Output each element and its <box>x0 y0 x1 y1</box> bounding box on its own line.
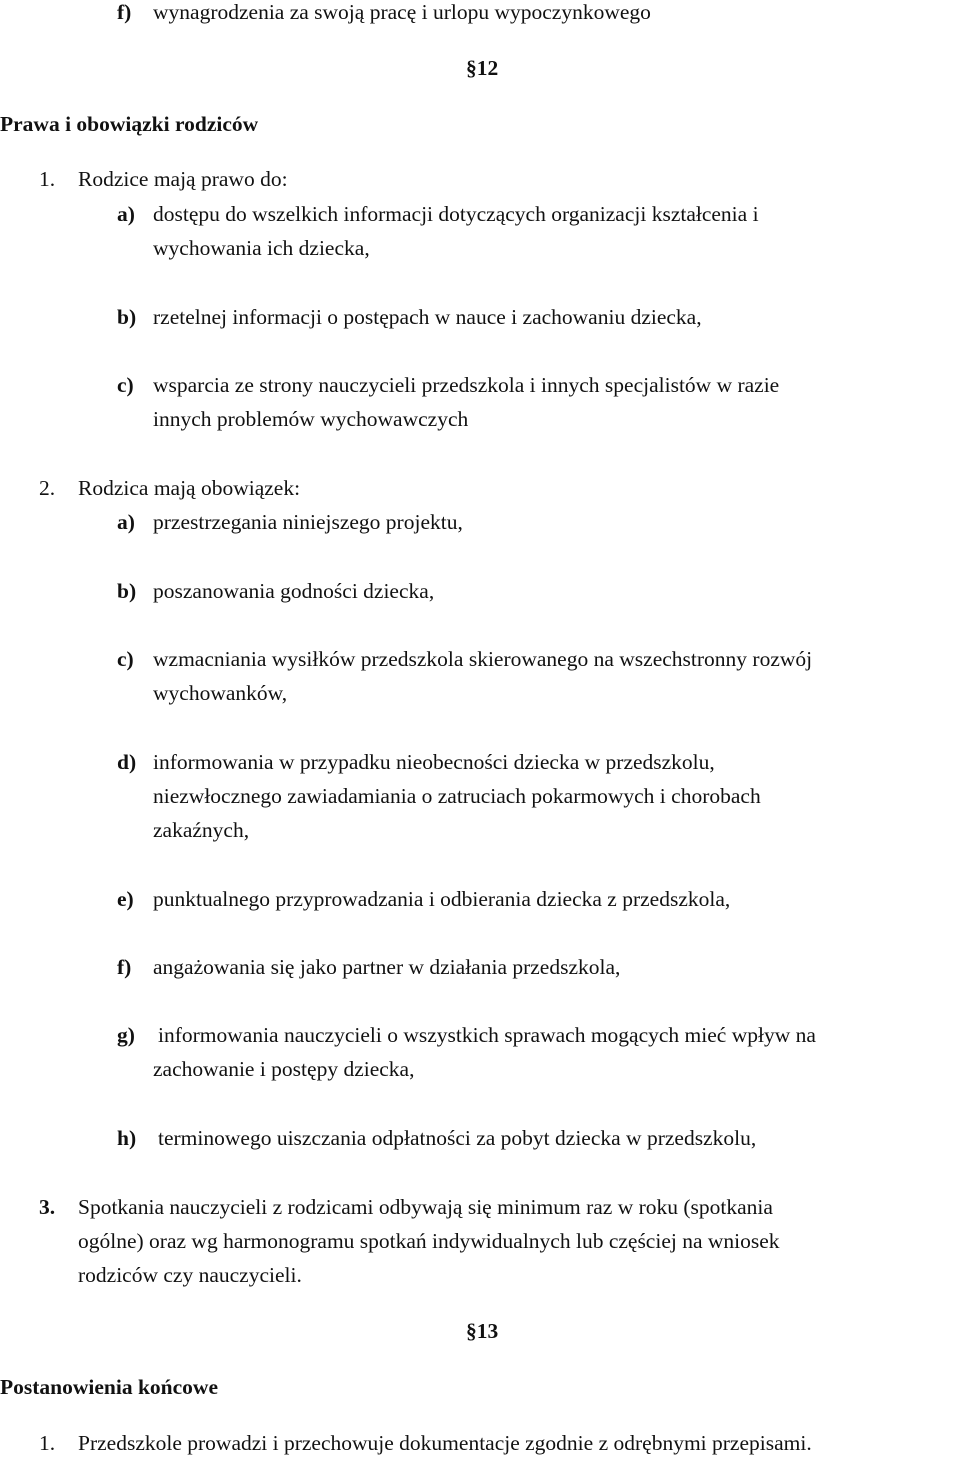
list-item-text: wzmacniania wysiłków przedszkola skierowanego na wszechstronny rozwój <box>153 647 813 671</box>
list-marker: d) <box>117 750 137 774</box>
list-marker: c) <box>117 373 134 397</box>
paragraph-number: 1. <box>39 1431 56 1455</box>
list-item-text: wychowanków, <box>153 681 288 705</box>
list-item-text: punktualnego przyprowadzania i odbierania dziecka z przedszkola, <box>153 887 731 911</box>
list-item-text: informowania nauczycieli o wszystkich sprawach mogących mieć wpływ na <box>158 1023 816 1047</box>
list-item-text: wynagrodzenia za swoją pracę i urlopu wypoczynkowego <box>153 0 651 24</box>
list-item-text: rzetelnej informacji o postępach w nauce i zachowaniu dziecka, <box>153 305 702 329</box>
section-number: §13 <box>466 1319 499 1343</box>
list-item-text: wsparcia ze strony nauczycieli przedszkola i innych specjalistów w razie <box>153 373 780 397</box>
list-item-text: wychowania ich dziecka, <box>153 236 370 260</box>
list-marker: h) <box>117 1126 137 1150</box>
list-marker: a) <box>117 510 135 534</box>
list-marker: g) <box>117 1023 135 1047</box>
list-marker: a) <box>117 202 135 226</box>
paragraph-text: Spotkania nauczycieli z rodzicami odbywają się minimum raz w roku (spotkania <box>78 1195 773 1219</box>
list-marker: e) <box>117 887 134 911</box>
paragraph-text: Rodzice mają prawo do: <box>78 167 288 191</box>
list-marker: b) <box>117 305 137 329</box>
list-item-text: przestrzegania niniejszego projektu, <box>153 510 463 534</box>
list-marker: b) <box>117 579 137 603</box>
list-item-text: zakaźnych, <box>153 818 250 842</box>
list-item-text: innych problemów wychowawczych <box>153 407 469 431</box>
list-item-text: informowania w przypadku nieobecności dziecka w przedszkolu, <box>153 750 715 774</box>
paragraph-text: rodziców czy nauczycieli. <box>78 1263 302 1287</box>
list-item-text: terminowego uiszczania odpłatności za pobyt dziecka w przedszkolu, <box>158 1126 757 1150</box>
section-heading: Prawa i obowiązki rodziców <box>0 112 259 136</box>
list-item-text: dostępu do wszelkich informacji dotyczących organizacji kształcenia i <box>153 202 759 226</box>
list-item-text: poszanowania godności dziecka, <box>153 579 435 603</box>
list-item-text: angażowania się jako partner w działania przedszkola, <box>153 955 621 979</box>
list-item-text: zachowanie i postępy dziecka, <box>153 1057 415 1081</box>
paragraph-number: 1. <box>39 167 56 191</box>
paragraph-number: 2. <box>39 476 56 500</box>
paragraph-number: 3. <box>39 1195 56 1219</box>
list-marker: f) <box>117 0 132 24</box>
list-marker: c) <box>117 647 134 671</box>
section-heading: Postanowienia końcowe <box>0 1375 218 1399</box>
paragraph-text: ogólne) oraz wg harmonogramu spotkań indywidualnych lub częściej na wniosek <box>78 1229 780 1253</box>
paragraph-text: Rodzica mają obowiązek: <box>78 476 301 500</box>
list-marker: f) <box>117 955 132 979</box>
paragraph-text: Przedszkole prowadzi i przechowuje dokumentacje zgodnie z odrębnymi przepisami. <box>78 1431 812 1455</box>
section-number: §12 <box>466 56 499 80</box>
list-item-text: niezwłocznego zawiadamiania o zatruciach pokarmowych i chorobach <box>153 784 761 808</box>
